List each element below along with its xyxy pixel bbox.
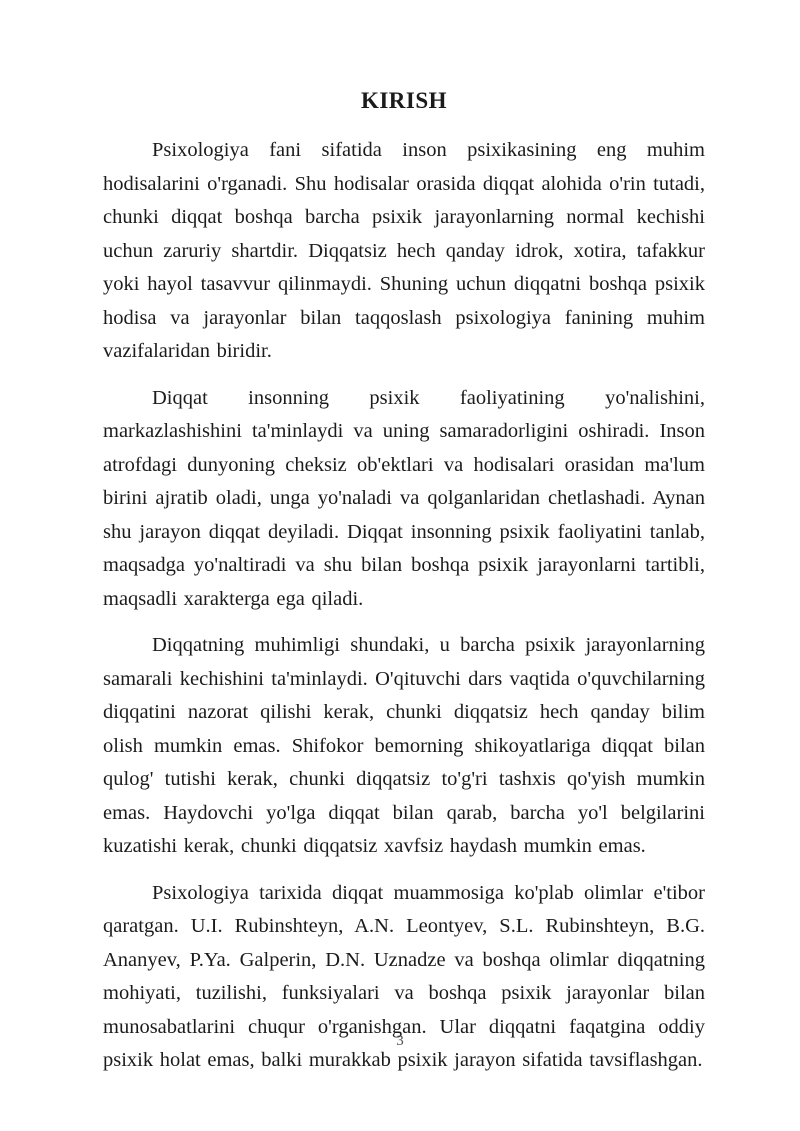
paragraph: Diqqatning muhimligi shundaki, u barcha psixik jarayonlarning samarali kechishini ta'minlaydi. O'qituvchi dars vaqtida o'quvchilarning diqqatini nazorat qilishi kerak, chunki diqqatsiz hech qanday bilim olish mumkin emas. Shifokor bemorning shikoyatlariga diqqat bilan qulog' tutishi kerak, chunki diqqatsiz to'g'ri tashxis qo'yish mumkin emas. Haydovchi yo'lga diqqat bilan qarab, barcha yo'l belgilarini kuzatishi kerak, chunki diqqatsiz xavfsiz haydash mumkin emas.: [103, 634, 705, 857]
paragraph: Diqqat insonning psixik faoliyatining yo'nalishini, markazlashishini ta'minlaydi va uning samaradorligini oshiradi. Inson atrofdagi dunyoning cheksiz ob'ektlari va hodisalari orasidan ma'lum birini ajratib oladi, unga yo'naladi va qolganlaridan chetlashadi. Aynan shu jarayon diqqat deyiladi. Diqqat insonning psixik faoliyatini tanlab, maqsadga yo'naltiradi va shu bilan boshqa psixik jarayonlarni tartibli, maqsadli xarakterga ega qiladi.: [103, 386, 705, 610]
paragraph: Psixologiya tarixida diqqat muammosiga ko'plab olimlar e'tibor qaratgan. U.I. Rubinshteyn, A.N. Leontyev, S.L. Rubinshteyn, B.G. Ananyev, P.Ya. Galperin, D.N. Uznadze va boshqa olimlar diqqatning mohiyati, tuzilishi, funksiyalari va boshqa psixik jarayonlar bilan munosabatlarini chuqur o'rganishgan. Ular diqqatni faqatgina oddiy psixik holat emas, balki murakkab psixik jarayon sifatida tavsiflashgan.: [103, 881, 705, 1071]
paragraph: Psixologiya fani sifatida inson psixikasining eng muhim hodisalarini o'rganadi. Shu hodisalar orasida diqqat alohida o'rin tutadi, chunki diqqat boshqa barcha psixik jarayonlarning normal kechishi uchun zaruriy shartdir. Diqqatsiz hech qanday idrok, xotira, tafakkur yoki hayol tasavvur qilinmaydi. Shuning uchun diqqatni boshqa psixik hodisa va jarayonlar bilan taqqoslash psixologiya fanining muhim vazifalaridan biridir.: [103, 139, 705, 362]
page-number: 3: [396, 1033, 404, 1049]
page-title: KIRISH: [360, 88, 448, 113]
